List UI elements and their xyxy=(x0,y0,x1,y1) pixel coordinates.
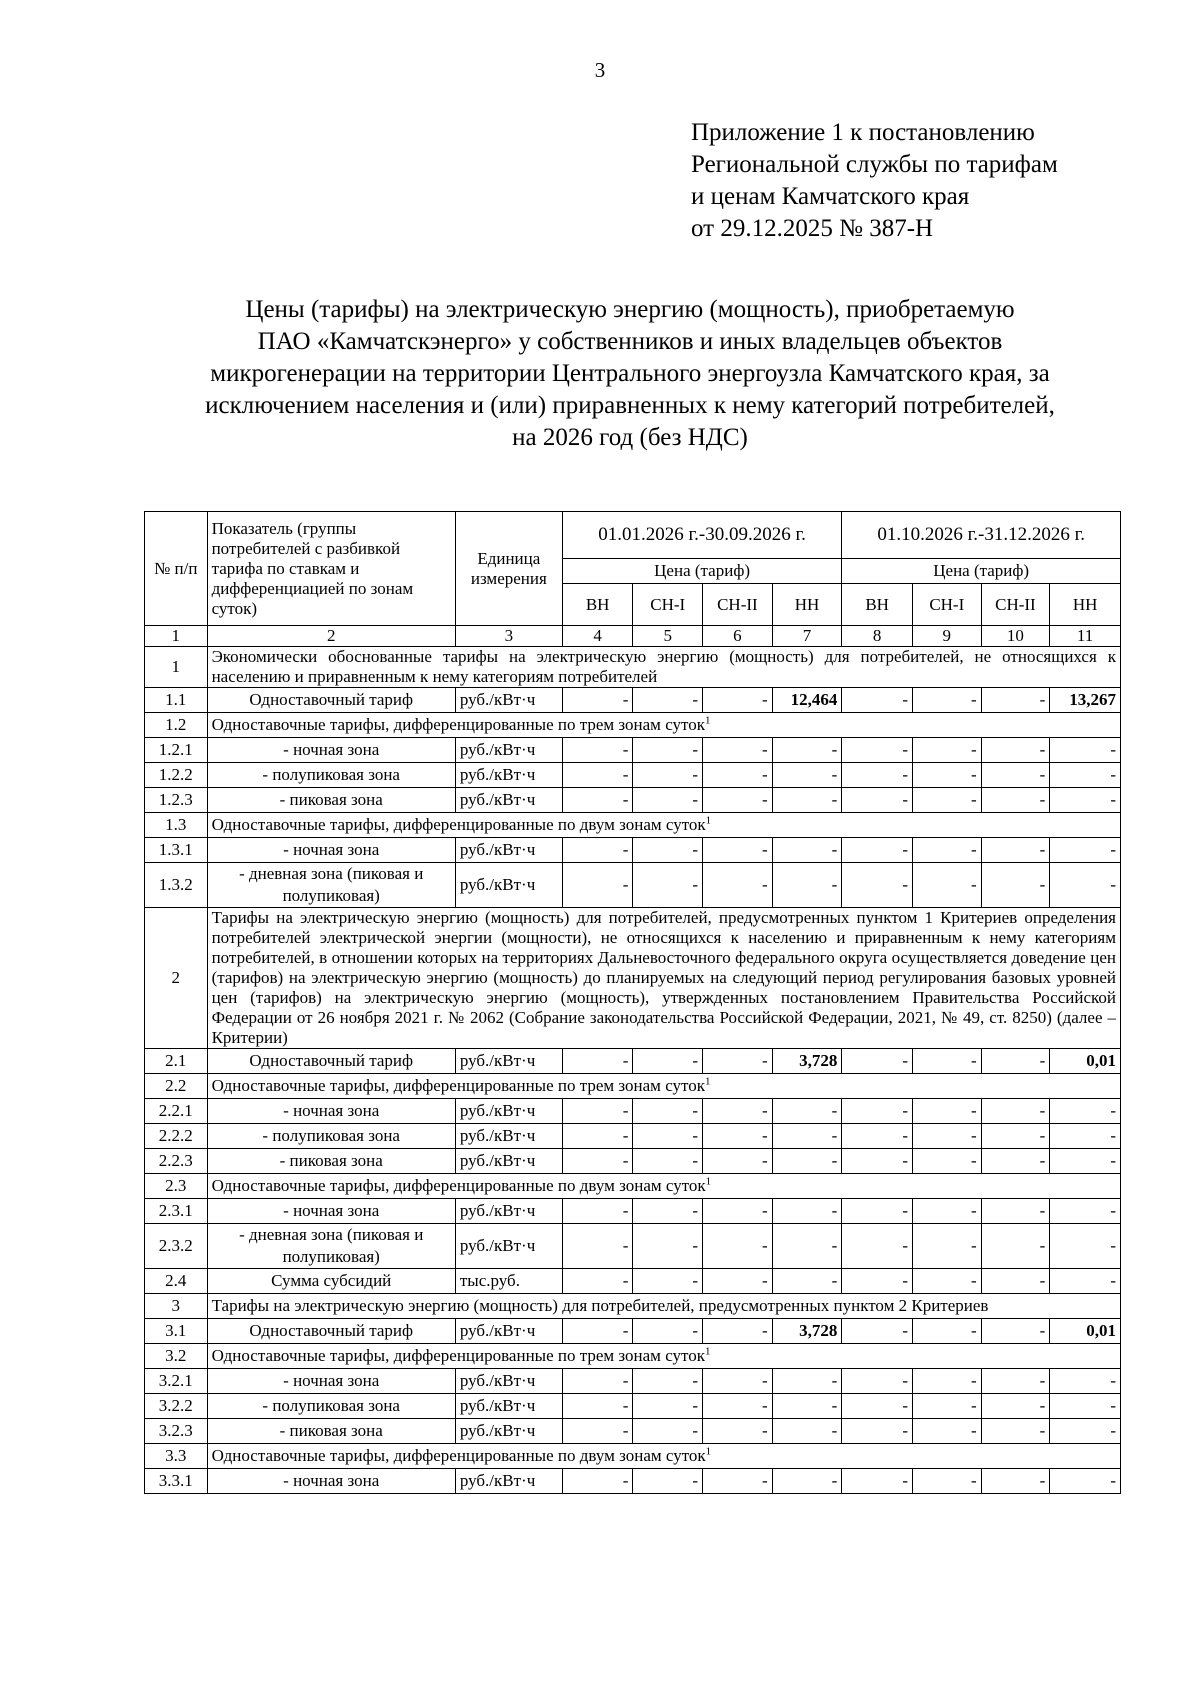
value-cell: 0,01 xyxy=(1050,1319,1121,1344)
value-cell: - xyxy=(842,1149,913,1174)
title-line: микрогенерации на территории Центрального энергоузла Камчатского края, за xyxy=(210,360,1050,387)
unit-cell: тыс.руб. xyxy=(455,1269,562,1294)
row-number: 2.3.1 xyxy=(145,1199,208,1224)
value-cell: - xyxy=(562,763,633,788)
value-cell: - xyxy=(842,1199,913,1224)
value-cell: - xyxy=(703,738,773,763)
value-cell: - xyxy=(703,763,773,788)
value-cell: - xyxy=(772,1394,842,1419)
value-cell: - xyxy=(912,1224,981,1269)
row-number: 1.2 xyxy=(145,713,208,738)
indicator-name: - ночная зона xyxy=(207,1469,455,1494)
value-cell: - xyxy=(772,1224,842,1269)
value-cell: - xyxy=(772,1199,842,1224)
value-cell: - xyxy=(703,838,773,863)
footnote-marker: 1 xyxy=(705,1175,712,1188)
value-cell: 12,464 xyxy=(772,688,842,713)
unit-cell: руб./кВт·ч xyxy=(455,1419,562,1444)
appendix-block xyxy=(691,117,1058,245)
value-cell: - xyxy=(772,1419,842,1444)
row-number: 3.1 xyxy=(145,1319,208,1344)
value-cell: - xyxy=(562,1394,633,1419)
value-cell: - xyxy=(1050,1224,1121,1269)
value-cell: - xyxy=(981,863,1050,908)
unit-cell: руб./кВт·ч xyxy=(455,1149,562,1174)
value-cell: - xyxy=(1050,1369,1121,1394)
value-cell: - xyxy=(912,1049,981,1074)
header-price-2: Цена (тариф) xyxy=(842,558,1121,583)
table-row xyxy=(145,1369,1121,1394)
column-number: 8 xyxy=(842,626,913,647)
table-row xyxy=(145,838,1121,863)
document-title xyxy=(130,294,1130,454)
indicator-name: - ночная зона xyxy=(207,1369,455,1394)
indicator-name: - полупиковая зона xyxy=(207,1394,455,1419)
column-number-row xyxy=(145,626,1121,647)
value-cell: - xyxy=(912,738,981,763)
column-number: 11 xyxy=(1050,626,1121,647)
value-cell: - xyxy=(562,863,633,908)
table-row xyxy=(145,1149,1121,1174)
header-period-1: 01.01.2026 г.-30.09.2026 г. xyxy=(562,512,842,559)
section-row xyxy=(145,908,1121,1049)
header-unit: Единица измерения xyxy=(455,512,562,626)
value-cell: - xyxy=(772,863,842,908)
value-cell: - xyxy=(912,863,981,908)
value-cell: - xyxy=(912,1199,981,1224)
unit-cell: руб./кВт·ч xyxy=(455,1394,562,1419)
value-cell: - xyxy=(703,1369,773,1394)
value-cell: - xyxy=(912,1469,981,1494)
unit-cell: руб./кВт·ч xyxy=(455,1369,562,1394)
table-row xyxy=(145,1099,1121,1124)
column-number: 2 xyxy=(207,626,455,647)
value-cell: - xyxy=(981,1394,1050,1419)
value-cell: - xyxy=(633,1224,703,1269)
value-cell: - xyxy=(772,1469,842,1494)
value-cell: - xyxy=(562,1469,633,1494)
group-cell xyxy=(207,813,1120,838)
value-cell: - xyxy=(1050,738,1121,763)
unit-cell: руб./кВт·ч xyxy=(455,1124,562,1149)
value-cell: - xyxy=(633,1369,703,1394)
value-cell: - xyxy=(633,838,703,863)
table-row xyxy=(145,1199,1121,1224)
unit-cell: руб./кВт·ч xyxy=(455,1224,562,1269)
header-row xyxy=(145,512,1121,559)
value-cell: - xyxy=(842,1224,913,1269)
value-cell: - xyxy=(562,1149,633,1174)
group-row xyxy=(145,713,1121,738)
value-cell: - xyxy=(562,1319,633,1344)
unit-cell: руб./кВт·ч xyxy=(455,1469,562,1494)
value-cell: - xyxy=(562,1049,633,1074)
table-row xyxy=(145,738,1121,763)
section-text: Тарифы на электрическую энергию (мощность) для потребителей, предусмотренных пунктом 2 Критериев xyxy=(211,1296,989,1315)
value-cell: - xyxy=(912,1394,981,1419)
table-row xyxy=(145,863,1121,908)
header-voltage: ВН xyxy=(562,584,633,626)
value-cell: - xyxy=(703,1199,773,1224)
value-cell: - xyxy=(912,838,981,863)
value-cell: - xyxy=(842,1319,913,1344)
value-cell: - xyxy=(842,1369,913,1394)
group-text: Одноставочные тарифы, дифференцированные по двум зонам суток xyxy=(211,1446,706,1465)
value-cell: - xyxy=(912,1149,981,1174)
value-cell: - xyxy=(842,863,913,908)
indicator-name: Одноставочный тариф xyxy=(207,688,455,713)
row-number: 1.2.3 xyxy=(145,788,208,813)
value-cell: - xyxy=(703,1224,773,1269)
value-cell: - xyxy=(562,1124,633,1149)
value-cell: 3,728 xyxy=(772,1049,842,1074)
row-number: 2.4 xyxy=(145,1269,208,1294)
unit-cell: руб./кВт·ч xyxy=(455,1199,562,1224)
header-voltage: НН xyxy=(1050,584,1121,626)
value-cell: - xyxy=(703,1099,773,1124)
value-cell: - xyxy=(703,1124,773,1149)
value-cell: - xyxy=(842,1099,913,1124)
value-cell: - xyxy=(633,1099,703,1124)
value-cell: - xyxy=(981,788,1050,813)
column-number: 5 xyxy=(633,626,703,647)
table-row xyxy=(145,1124,1121,1149)
value-cell: - xyxy=(842,688,913,713)
group-text: Одноставочные тарифы, дифференцированные по трем зонам суток xyxy=(211,1346,705,1365)
table-row xyxy=(145,1319,1121,1344)
row-number: 2.1 xyxy=(145,1049,208,1074)
group-text: Одноставочные тарифы, дифференцированные по трем зонам суток xyxy=(211,715,705,734)
row-number: 1.3.2 xyxy=(145,863,208,908)
title-line: ПАО «Камчатскэнерго» у собственников и иных владельцев объектов xyxy=(257,328,1003,355)
group-cell xyxy=(207,1074,1120,1099)
indicator-name: - пиковая зона xyxy=(207,1419,455,1444)
value-cell: - xyxy=(633,1394,703,1419)
table-row xyxy=(145,1419,1121,1444)
column-number: 4 xyxy=(562,626,633,647)
value-cell: - xyxy=(1050,1149,1121,1174)
value-cell: - xyxy=(912,1369,981,1394)
column-number: 6 xyxy=(703,626,773,647)
section-cell xyxy=(207,647,1120,688)
appendix-line: Приложение 1 к постановлению xyxy=(691,119,1035,146)
value-cell: - xyxy=(981,1419,1050,1444)
indicator-name: - дневная зона (пиковая и полупиковая) xyxy=(207,1224,455,1269)
table-row xyxy=(145,688,1121,713)
value-cell: - xyxy=(633,1049,703,1074)
value-cell: - xyxy=(633,738,703,763)
row-number: 2 xyxy=(145,908,208,1049)
appendix-line: от 29.12.2025 № 387-Н xyxy=(691,215,934,242)
value-cell: - xyxy=(842,1419,913,1444)
value-cell: - xyxy=(842,1269,913,1294)
row-number: 3.2.2 xyxy=(145,1394,208,1419)
group-cell xyxy=(207,713,1120,738)
value-cell: - xyxy=(912,688,981,713)
header-voltage: ВН xyxy=(842,584,913,626)
value-cell: - xyxy=(1050,1419,1121,1444)
section-text: Тарифы на электрическую энергию (мощность) для потребителей, предусмотренных пунктом 1 Критериев определения потребителей электрической энергии (мощности), не относящихся к населению и приравненным к нему категориям потребителей, в отношении которых на территориях Дальневосточного федерального округа осуществляется доведение цен (тарифов) на электрическую энергию (мощность) до планируемых на следующий период регулирования базовых уровней цен (тарифов) на электрическую энергию (мощность), утвержденных постановлением Правительства Российской Федерации от 26 ноября 2021 г. № 2062 (Собрание законодательства Российской Федерации, 2021, № 49, ст. 8250) (далее – Критерии) xyxy=(211,908,1116,1047)
indicator-name: Одноставочный тариф xyxy=(207,1049,455,1074)
value-cell: - xyxy=(912,1099,981,1124)
value-cell: - xyxy=(633,788,703,813)
indicator-name: - полупиковая зона xyxy=(207,1124,455,1149)
header-indicator: Показатель (группы потребителей с разбивкой тарифа по ставкам и дифференциацией по зонам суток) xyxy=(207,512,455,626)
indicator-name: - пиковая зона xyxy=(207,1149,455,1174)
value-cell: - xyxy=(981,1199,1050,1224)
value-cell: - xyxy=(703,1049,773,1074)
row-number: 3.2.3 xyxy=(145,1419,208,1444)
row-number: 2.2.3 xyxy=(145,1149,208,1174)
value-cell: - xyxy=(633,863,703,908)
value-cell: - xyxy=(562,688,633,713)
value-cell: - xyxy=(772,738,842,763)
value-cell: - xyxy=(1050,763,1121,788)
value-cell: - xyxy=(1050,1469,1121,1494)
header-num: № п/п xyxy=(145,512,208,626)
group-cell xyxy=(207,1444,1120,1469)
footnote-marker: 1 xyxy=(704,714,711,727)
unit-cell: руб./кВт·ч xyxy=(455,738,562,763)
value-cell: - xyxy=(842,1469,913,1494)
indicator-name: - ночная зона xyxy=(207,838,455,863)
value-cell: - xyxy=(772,1149,842,1174)
unit-cell: руб./кВт·ч xyxy=(455,1099,562,1124)
value-cell: - xyxy=(981,1319,1050,1344)
value-cell: - xyxy=(842,1394,913,1419)
value-cell: - xyxy=(1050,863,1121,908)
column-number: 3 xyxy=(455,626,562,647)
table-row xyxy=(145,788,1121,813)
group-row xyxy=(145,1444,1121,1469)
row-number: 2.2.2 xyxy=(145,1124,208,1149)
value-cell: - xyxy=(562,1099,633,1124)
value-cell: - xyxy=(842,763,913,788)
value-cell: - xyxy=(912,1419,981,1444)
value-cell: - xyxy=(842,738,913,763)
value-cell: - xyxy=(772,838,842,863)
value-cell: - xyxy=(842,1049,913,1074)
footnote-marker: 1 xyxy=(704,1345,711,1358)
unit-cell: руб./кВт·ч xyxy=(455,863,562,908)
value-cell: - xyxy=(703,1394,773,1419)
group-row xyxy=(145,1174,1121,1199)
row-number: 2.3.2 xyxy=(145,1224,208,1269)
row-number: 1 xyxy=(145,647,208,688)
unit-cell: руб./кВт·ч xyxy=(455,688,562,713)
value-cell: - xyxy=(772,1099,842,1124)
header-period-2: 01.10.2026 г.-31.12.2026 г. xyxy=(842,512,1121,559)
value-cell: - xyxy=(562,1224,633,1269)
value-cell: - xyxy=(981,1049,1050,1074)
section-row xyxy=(145,1294,1121,1319)
group-text: Одноставочные тарифы, дифференцированные по трем зонам суток xyxy=(211,1076,705,1095)
value-cell: - xyxy=(633,1269,703,1294)
value-cell: - xyxy=(633,1199,703,1224)
row-number: 1.2.1 xyxy=(145,738,208,763)
header-voltage: СН-II xyxy=(703,584,773,626)
column-number: 1 xyxy=(145,626,208,647)
row-number: 1.3 xyxy=(145,813,208,838)
title-line: Цены (тарифы) на электрическую энергию (мощность), приобретаемую xyxy=(245,296,1015,323)
value-cell: - xyxy=(912,763,981,788)
value-cell: - xyxy=(981,1224,1050,1269)
value-cell: - xyxy=(562,1199,633,1224)
indicator-name: - пиковая зона xyxy=(207,788,455,813)
title-line: исключением населения и (или) приравненных к нему категорий потребителей, xyxy=(205,392,1055,419)
value-cell: - xyxy=(981,1124,1050,1149)
value-cell: - xyxy=(842,788,913,813)
row-number: 3.3 xyxy=(145,1444,208,1469)
indicator-name: - ночная зона xyxy=(207,1199,455,1224)
footnote-marker: 1 xyxy=(705,814,712,827)
value-cell: - xyxy=(1050,1199,1121,1224)
value-cell: - xyxy=(981,1469,1050,1494)
value-cell: - xyxy=(772,788,842,813)
table-row xyxy=(145,1269,1121,1294)
section-text: Экономически обоснованные тарифы на электрическую энергию (мощность) для потребителей, не относящихся к населению и приравненным к нему категориям потребителей xyxy=(211,647,1116,686)
value-cell: - xyxy=(1050,1394,1121,1419)
value-cell: - xyxy=(633,1124,703,1149)
value-cell: - xyxy=(633,1419,703,1444)
value-cell: - xyxy=(981,1099,1050,1124)
row-number: 2.2 xyxy=(145,1074,208,1099)
value-cell: - xyxy=(633,1469,703,1494)
value-cell: - xyxy=(703,688,773,713)
section-row xyxy=(145,647,1121,688)
value-cell: - xyxy=(981,763,1050,788)
value-cell: - xyxy=(772,1369,842,1394)
value-cell: - xyxy=(633,763,703,788)
indicator-name: - ночная зона xyxy=(207,738,455,763)
section-cell xyxy=(207,1294,1120,1319)
appendix-line: Региональной службы по тарифам xyxy=(691,151,1058,178)
value-cell: - xyxy=(912,1269,981,1294)
value-cell: 0,01 xyxy=(1050,1049,1121,1074)
column-number: 9 xyxy=(912,626,981,647)
value-cell: - xyxy=(703,788,773,813)
value-cell: - xyxy=(842,1124,913,1149)
group-cell xyxy=(207,1344,1120,1369)
footnote-marker: 1 xyxy=(704,1075,711,1088)
title-line: на 2026 год (без НДС) xyxy=(512,424,748,451)
row-number: 3.2 xyxy=(145,1344,208,1369)
table-row xyxy=(145,1394,1121,1419)
group-cell xyxy=(207,1174,1120,1199)
row-number: 2.3 xyxy=(145,1174,208,1199)
indicator-name: - полупиковая зона xyxy=(207,763,455,788)
row-number: 1.2.2 xyxy=(145,763,208,788)
page-number: 3 xyxy=(594,58,606,82)
value-cell: - xyxy=(1050,788,1121,813)
value-cell: - xyxy=(981,738,1050,763)
value-cell: - xyxy=(562,1269,633,1294)
appendix-line: и ценам Камчатского края xyxy=(691,183,970,210)
value-cell: 13,267 xyxy=(1050,688,1121,713)
tariff-table xyxy=(144,511,1121,1494)
indicator-name: - дневная зона (пиковая и полупиковая) xyxy=(207,863,455,908)
value-cell: - xyxy=(703,1469,773,1494)
value-cell: - xyxy=(842,838,913,863)
value-cell: - xyxy=(772,763,842,788)
header-price-1: Цена (тариф) xyxy=(562,558,842,583)
value-cell: - xyxy=(562,1369,633,1394)
row-number: 2.2.1 xyxy=(145,1099,208,1124)
indicator-name: Одноставочный тариф xyxy=(207,1319,455,1344)
value-cell: - xyxy=(981,1269,1050,1294)
value-cell: - xyxy=(1050,1269,1121,1294)
unit-cell: руб./кВт·ч xyxy=(455,1319,562,1344)
table-row xyxy=(145,763,1121,788)
column-number: 10 xyxy=(981,626,1050,647)
value-cell: - xyxy=(981,688,1050,713)
value-cell: - xyxy=(562,738,633,763)
unit-cell: руб./кВт·ч xyxy=(455,1049,562,1074)
unit-cell: руб./кВт·ч xyxy=(455,838,562,863)
value-cell: - xyxy=(912,788,981,813)
value-cell: - xyxy=(703,1149,773,1174)
value-cell: - xyxy=(912,1319,981,1344)
value-cell: - xyxy=(562,838,633,863)
group-row xyxy=(145,1344,1121,1369)
indicator-name: - ночная зона xyxy=(207,1099,455,1124)
header-voltage: СН-II xyxy=(981,584,1050,626)
row-number: 3.3.1 xyxy=(145,1469,208,1494)
row-number: 1.1 xyxy=(145,688,208,713)
value-cell: - xyxy=(703,1269,773,1294)
value-cell: - xyxy=(981,1369,1050,1394)
row-number: 3 xyxy=(145,1294,208,1319)
column-number: 7 xyxy=(772,626,842,647)
header-voltage: СН-I xyxy=(912,584,981,626)
row-number: 3.2.1 xyxy=(145,1369,208,1394)
value-cell: - xyxy=(912,1124,981,1149)
group-text: Одноставочные тарифы, дифференцированные по двум зонам суток xyxy=(211,815,706,834)
value-cell: - xyxy=(1050,1124,1121,1149)
value-cell: - xyxy=(703,1419,773,1444)
value-cell: 3,728 xyxy=(772,1319,842,1344)
group-row xyxy=(145,813,1121,838)
value-cell: - xyxy=(772,1269,842,1294)
value-cell: - xyxy=(981,838,1050,863)
value-cell: - xyxy=(981,1149,1050,1174)
unit-cell: руб./кВт·ч xyxy=(455,763,562,788)
table-row xyxy=(145,1469,1121,1494)
value-cell: - xyxy=(1050,838,1121,863)
value-cell: - xyxy=(633,1149,703,1174)
value-cell: - xyxy=(633,1319,703,1344)
value-cell: - xyxy=(703,863,773,908)
table-row xyxy=(145,1224,1121,1269)
section-cell xyxy=(207,908,1120,1049)
group-text: Одноставочные тарифы, дифференцированные по двум зонам суток xyxy=(211,1176,706,1195)
value-cell: - xyxy=(562,788,633,813)
value-cell: - xyxy=(772,1124,842,1149)
indicator-name: Сумма субсидий xyxy=(207,1269,455,1294)
value-cell: - xyxy=(633,688,703,713)
value-cell: - xyxy=(703,1319,773,1344)
footnote-marker: 1 xyxy=(705,1445,712,1458)
unit-cell: руб./кВт·ч xyxy=(455,788,562,813)
header-voltage: СН-I xyxy=(633,584,703,626)
group-row xyxy=(145,1074,1121,1099)
header-voltage: НН xyxy=(772,584,842,626)
value-cell: - xyxy=(1050,1099,1121,1124)
value-cell: - xyxy=(562,1419,633,1444)
row-number: 1.3.1 xyxy=(145,838,208,863)
table-row xyxy=(145,1049,1121,1074)
